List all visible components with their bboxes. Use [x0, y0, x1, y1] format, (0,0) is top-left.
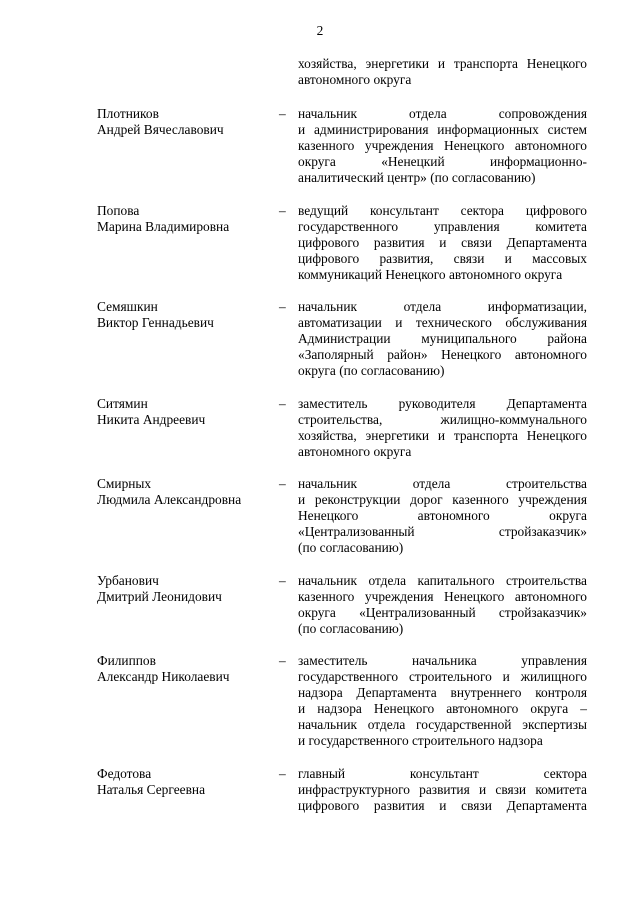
continuation-line: автономного округа [298, 72, 412, 87]
member-surname: Урбанович [97, 573, 159, 588]
position-line: государственного управления комитета [298, 219, 587, 234]
member-position [298, 299, 587, 379]
member-given-names: Андрей Вячеславович [97, 122, 224, 137]
position-line: цифрового развития и связи Департамента [298, 798, 587, 813]
member-given-names: Дмитрий Леонидович [97, 589, 222, 604]
member-surname: Филиппов [97, 653, 156, 668]
member-name [97, 203, 272, 235]
position-line: Администрации муниципального района [298, 331, 587, 346]
position-line: казенного учреждения Ненецкого автономного [298, 138, 587, 153]
member-position [298, 573, 587, 637]
page-number: 2 [316, 23, 324, 38]
member-name [97, 573, 272, 605]
position-line: надзора Департамента внутреннего контроля [298, 685, 587, 700]
dash-separator: – [279, 476, 286, 491]
dash-separator: – [279, 299, 286, 314]
position-line: «Заполярный район» Ненецкого автономного [298, 347, 587, 362]
member-surname: Попова [97, 203, 140, 218]
dash-separator: – [279, 106, 286, 121]
dash-separator: – [279, 653, 286, 668]
member-given-names: Наталья Сергеевна [97, 782, 206, 797]
position-line: и реконструкции дорог казенного учреждения [298, 492, 587, 507]
member-name [97, 653, 272, 685]
position-line: начальник отдела информатизации, [298, 299, 587, 314]
position-line: инфраструктурного развития и связи комитета [298, 782, 587, 797]
position-line: начальник отдела государственной экспертизы [298, 717, 587, 732]
position-line: начальник отдела строительства [298, 476, 587, 491]
position-line: начальник отдела капитального строительства [298, 573, 587, 588]
member-name [97, 766, 272, 798]
position-line: (по согласованию) [298, 621, 404, 636]
dash-separator: – [279, 203, 286, 218]
member-given-names: Никита Андреевич [97, 412, 206, 427]
position-line: начальник отдела сопровождения [298, 106, 587, 121]
position-line: заместитель руководителя Департамента [298, 396, 587, 411]
position-line: хозяйства, энергетики и транспорта Ненецкого [298, 428, 587, 443]
position-line: «Централизованный стройзаказчик» [298, 524, 587, 539]
dash-separator: – [279, 573, 286, 588]
continuation-text [298, 56, 587, 88]
continuation-line: хозяйства, энергетики и транспорта Ненецкого [298, 56, 587, 71]
position-line: цифрового развития, связи и массовых [298, 251, 587, 266]
position-line: заместитель начальника управления [298, 653, 587, 668]
member-name [97, 396, 272, 428]
position-line: и администрирования информационных систем [298, 122, 587, 137]
member-position [298, 653, 587, 749]
position-line: аналитический центр» (по согласованию) [298, 170, 536, 185]
member-position [298, 203, 587, 283]
member-name [97, 106, 272, 138]
member-surname: Ситямин [97, 396, 148, 411]
position-line: автономного округа [298, 444, 412, 459]
member-given-names: Людмила Александровна [97, 492, 242, 507]
member-surname: Смирных [97, 476, 152, 491]
position-line: округа (по согласованию) [298, 363, 445, 378]
position-line: округа «Централизованный стройзаказчик» [298, 605, 587, 620]
position-line: и государственного строительного надзора [298, 733, 543, 748]
member-surname: Семяшкин [97, 299, 158, 314]
member-name [97, 299, 272, 331]
member-surname: Плотников [97, 106, 159, 121]
member-position [298, 106, 587, 186]
position-line: казенного учреждения Ненецкого автономного [298, 589, 587, 604]
position-line: строительства, жилищно-коммунального [298, 412, 587, 427]
member-position [298, 476, 587, 556]
member-given-names: Александр Николаевич [97, 669, 230, 684]
position-line: (по согласованию) [298, 540, 404, 555]
member-name [97, 476, 272, 508]
member-given-names: Виктор Геннадьевич [97, 315, 214, 330]
position-line: ведущий консультант сектора цифрового [298, 203, 587, 218]
member-position [298, 766, 587, 814]
position-line: округа «Ненецкий информационно- [298, 154, 587, 169]
position-line: цифрового развития и связи Департамента [298, 235, 587, 250]
position-line: и надзора Ненецкого автономного округа – [298, 701, 587, 716]
position-line: автоматизации и технического обслуживания [298, 315, 587, 330]
position-line: государственного строительного и жилищного [298, 669, 587, 684]
position-line: главный консультант сектора [298, 766, 587, 781]
dash-separator: – [279, 766, 286, 781]
member-position [298, 396, 587, 460]
position-line: Ненецкого автономного округа [298, 508, 587, 523]
dash-separator: – [279, 396, 286, 411]
member-given-names: Марина Владимировна [97, 219, 230, 234]
position-line: коммуникаций Ненецкого автономного округа [298, 267, 563, 282]
member-surname: Федотова [97, 766, 152, 781]
